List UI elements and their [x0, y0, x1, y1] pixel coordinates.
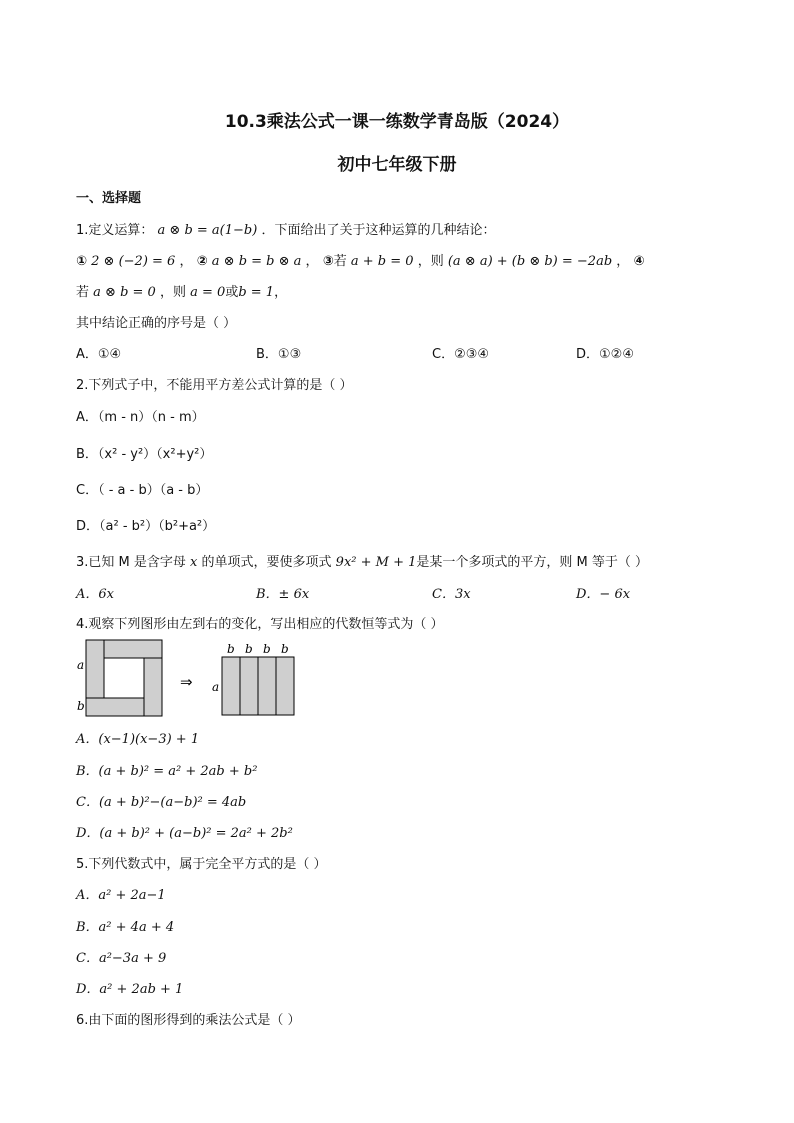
q1-c4-line — [76, 281, 287, 300]
q5-option-c[interactable]: C．a²−3a + 9 — [76, 951, 167, 966]
q2-option-b[interactable]: B．（x² - y²）（x²+y²） — [76, 447, 213, 462]
top-label-b4: b — [281, 642, 289, 656]
q4-option-b[interactable]: B．(a + b)² = a² + 2ab + b² — [76, 764, 258, 779]
q1-c4-b1: b = 1 — [238, 285, 275, 300]
section-heading: 一、选择题 — [76, 191, 142, 206]
q3-stem-b: 的单项式，要使多项式 — [201, 555, 332, 570]
q1-stem-a: 1.定义运算： — [76, 223, 154, 238]
q1-c3-then: ，则 — [417, 254, 444, 269]
q3-poly: 9x² + M + 1 — [335, 555, 417, 570]
q2-option-a[interactable]: A．（m - n）（n - m） — [76, 410, 205, 425]
q1-option-c[interactable]: C．②③④ — [432, 347, 490, 362]
q3-option-b[interactable]: B．± 6x — [256, 587, 310, 602]
q1-definition: a ⊗ b = a(1−b) — [157, 223, 258, 238]
q3-stem — [76, 551, 648, 570]
q3-option-c[interactable]: C．3x — [432, 587, 471, 602]
q3-option-a[interactable]: A．6x — [76, 587, 114, 602]
q5-option-b[interactable]: B．a² + 4a + 4 — [76, 920, 175, 935]
q1-c4-cond: a ⊗ b = 0 — [93, 285, 156, 300]
q1-c4-a0: a = 0 — [190, 285, 226, 300]
top-label-b3: b — [263, 642, 271, 656]
q1-c1: 2 ⊗ (−2) = 6 — [91, 254, 176, 269]
q1-c4-or: 或 — [225, 285, 239, 300]
q3-option-d[interactable]: D．− 6x — [576, 587, 631, 602]
q1-c3-cond: a + b = 0 — [350, 254, 414, 269]
q4-figure — [74, 638, 304, 720]
top-label-b2: b — [245, 642, 253, 656]
left-label-b: b — [77, 699, 85, 713]
arrow-icon: ⇒ — [180, 673, 193, 691]
q4-stem: 4.观察下列图形由左到右的变化，写出相应的代数恒等式为（ ） — [76, 617, 444, 632]
q1-c1-mark: ① — [76, 254, 88, 269]
top-label-b1: b — [227, 642, 235, 656]
document-title: 10.3乘法公式一课一练数学青岛版（2024） — [224, 112, 570, 132]
left-label-a: a — [77, 658, 85, 672]
q1-c4-end: ， — [274, 285, 288, 300]
q1-c3-mark: ③ — [322, 254, 334, 269]
q1-c4-then: ，则 — [159, 285, 186, 300]
q1-c4-mark: ④ — [633, 254, 645, 269]
q3-x: x — [190, 555, 198, 570]
q5-option-d[interactable]: D．a² + 2ab + 1 — [76, 982, 184, 997]
q2-option-c[interactable]: C．（ - a - b）（a - b） — [76, 483, 209, 498]
q1-c2-mark: ② — [196, 254, 208, 269]
q1-conclusions-line — [76, 250, 644, 269]
q4-option-c[interactable]: C．(a + b)²−(a−b)² = 4ab — [76, 795, 247, 810]
q2-stem: 2.下列式子中，不能用平方差公式计算的是（ ） — [76, 378, 353, 393]
q1-c3-result: (a ⊗ a) + (b ⊗ b) = −2ab — [447, 254, 613, 269]
right-label-a: a — [212, 680, 220, 694]
q1-sep3: ， — [616, 254, 630, 269]
q4-option-d[interactable]: D．(a + b)² + (a−b)² = 2a² + 2b² — [76, 826, 293, 841]
square-frame-figure — [86, 640, 162, 716]
q2-option-d[interactable]: D．（a² - b²）（b²+a²） — [76, 519, 216, 534]
q6-stem: 6.由下面的图形得到的乘法公式是（ ） — [76, 1013, 301, 1028]
document-subtitle: 初中七年级下册 — [337, 155, 457, 175]
q5-stem: 5.下列代数式中，属于完全平方式的是（ ） — [76, 857, 327, 872]
q3-stem-c: 是某一个多项式的平方，则 M 等于（ ） — [416, 555, 649, 570]
q1-c2: a ⊗ b = b ⊗ a — [211, 254, 302, 269]
q4-option-a[interactable]: A．(x−1)(x−3) + 1 — [76, 732, 200, 747]
q1-ask: 其中结论正确的序号是（ ） — [76, 316, 237, 331]
q1-stem — [76, 219, 495, 238]
q1-option-a[interactable]: A．①④ — [76, 347, 122, 362]
q1-option-d[interactable]: D．①②④ — [576, 347, 634, 362]
q5-option-a[interactable]: A．a² + 2a−1 — [76, 888, 166, 903]
q3-stem-a: 3.已知 M 是含字母 — [76, 555, 186, 570]
q1-stem-b: ．下面给出了关于这种运算的几种结论： — [261, 223, 496, 238]
q1-option-b[interactable]: B．①③ — [256, 347, 302, 362]
q1-sep1: ， — [179, 254, 193, 269]
q1-sep2: ， — [305, 254, 319, 269]
q1-c4-if: 若 — [76, 285, 90, 300]
rectangles-figure — [222, 657, 294, 715]
q1-c3-if: 若 — [333, 254, 347, 269]
